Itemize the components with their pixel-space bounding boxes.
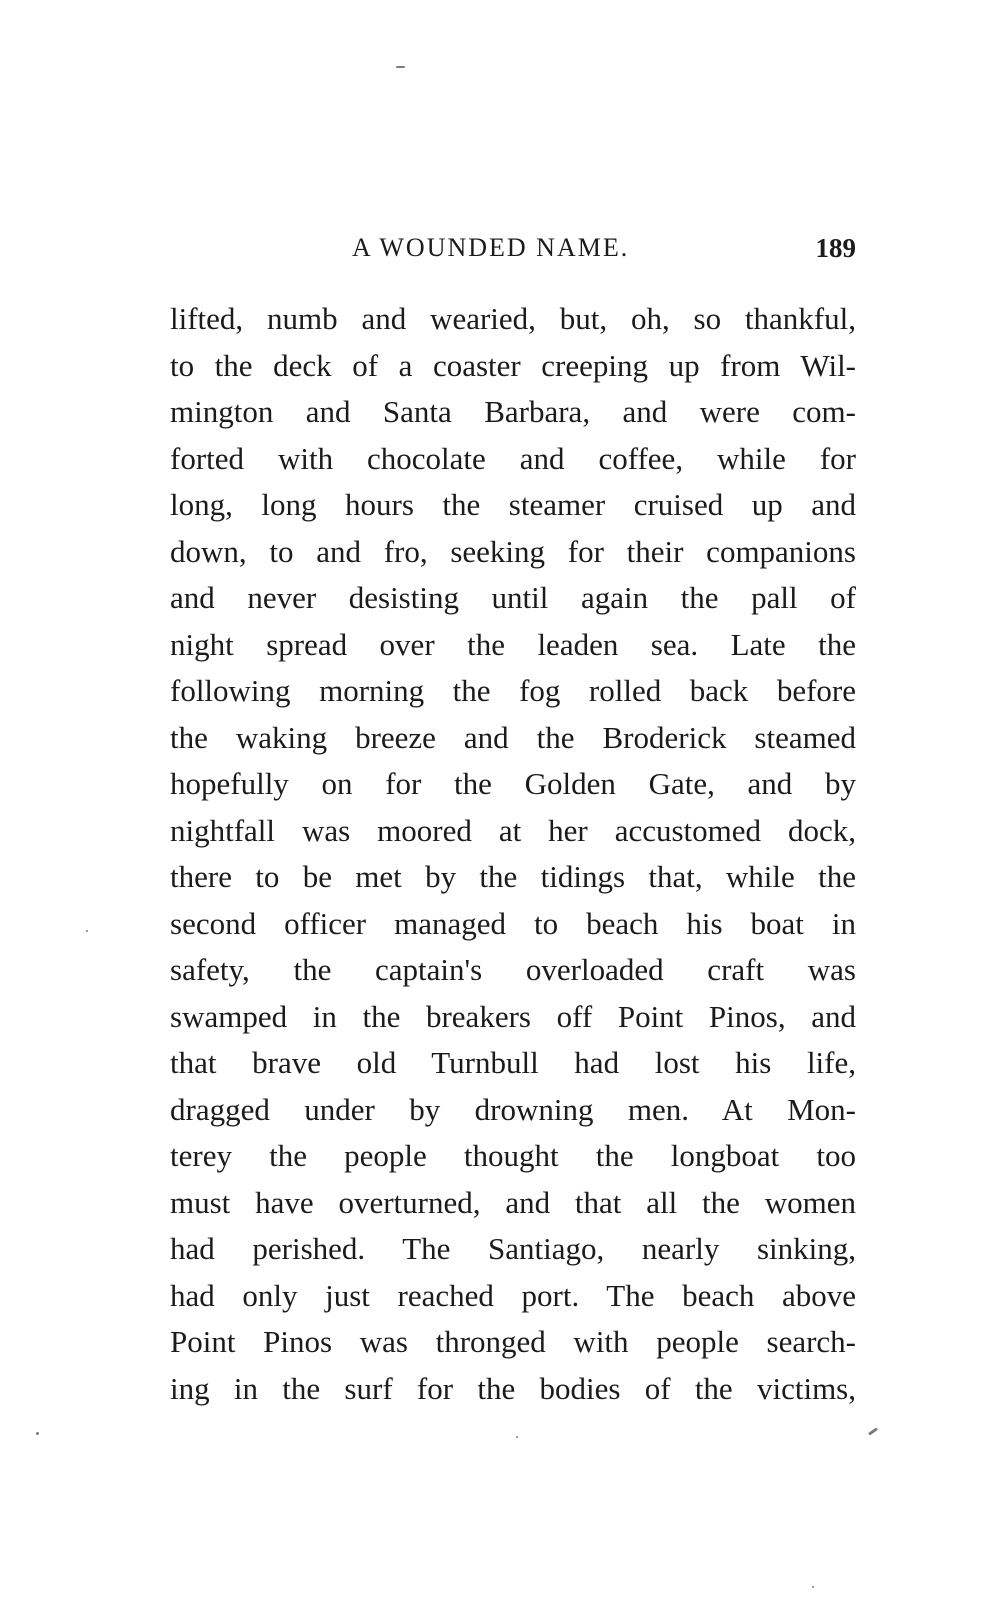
- text-line: and never desisting until again the pall of: [170, 580, 856, 615]
- text-line: the waking breeze and the Broderick steamed: [170, 719, 856, 755]
- running-head: [168, 228, 860, 268]
- text-line: had perished. The Santiago, nearly sinking,: [170, 1231, 856, 1266]
- text-line: ing in the surf for the bodies of the victims,: [170, 1370, 856, 1406]
- text-line: mington and Santa Barbara, and were com-: [170, 394, 856, 429]
- text-line: must have overturned, and that all the women: [170, 1184, 856, 1220]
- text-line: Point Pinos was thronged with people search-: [170, 1324, 856, 1359]
- running-title: A WOUNDED NAME.: [352, 233, 630, 262]
- text-line: that brave old Turnbull had lost his life,: [170, 1045, 856, 1080]
- text-line: to the deck of a coaster creeping up from Wil-: [170, 347, 856, 383]
- text-line: there to be met by the tidings that, while the: [170, 859, 856, 894]
- text-line: lifted, numb and wearied, but, oh, so thankful,: [170, 301, 856, 336]
- text-line: swamped in the breakers off Point Pinos, and: [170, 998, 856, 1034]
- text-line: long, long hours the steamer cruised up and: [170, 487, 856, 522]
- text-line: dragged under by drowning men. At Mon-: [170, 1091, 856, 1127]
- text-line: had only just reached port. The beach above: [170, 1277, 856, 1313]
- text-line: nightfall was moored at her accustomed dock,: [170, 812, 856, 848]
- text-line: hopefully on for the Golden Gate, and by: [170, 766, 856, 801]
- body-text: [170, 296, 856, 1412]
- text-line: forted with chocolate and coffee, while for: [170, 440, 856, 476]
- page-number: 189: [815, 233, 856, 263]
- text-line: night spread over the leaden sea. Late the: [170, 626, 856, 662]
- text-line: down, to and fro, seeking for their companions: [170, 533, 856, 569]
- text-line: following morning the fog rolled back before: [170, 673, 856, 708]
- text-line: terey the people thought the longboat too: [170, 1138, 856, 1173]
- text-line: safety, the captain's overloaded craft was: [170, 952, 856, 987]
- text-line: second officer managed to beach his boat in: [170, 905, 856, 941]
